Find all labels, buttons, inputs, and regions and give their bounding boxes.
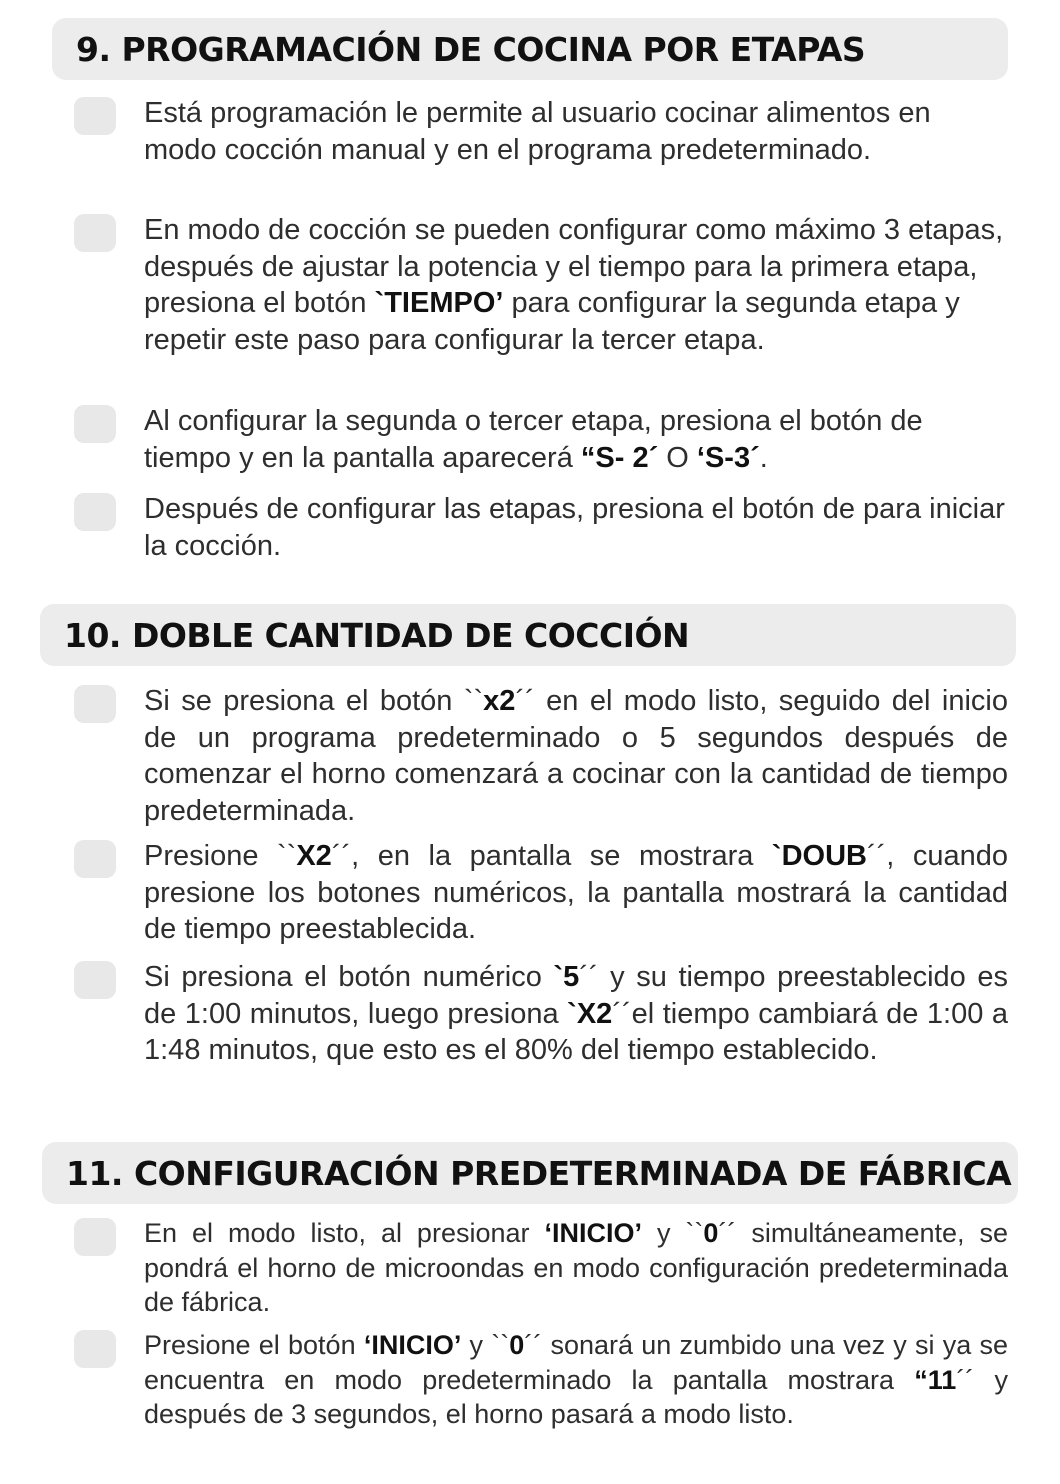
item-text: [144, 683, 1008, 829]
body-text: ´´ en el modo listo, seguido del inicio de un programa predeterminado o 5 segundos después de comenzar el horno comenzará a cocinar con la cantidad de tiempo predeterminada.: [144, 685, 1008, 827]
body-text: Al configurar la segunda o tercer etapa, presiona el botón de tiempo y en la pantalla aparecerá: [144, 405, 923, 474]
body-text: ´´ sonará un zumbido una vez y si ya se encuentra en modo predeterminado la pantalla mostrara: [144, 1330, 1008, 1395]
list-item: [74, 1216, 1008, 1320]
emphasis-text: `5: [553, 961, 580, 993]
body-text: .: [759, 441, 768, 474]
body-text: Después de configurar las etapas, presiona el botón de para iniciar la cocción.: [144, 493, 1005, 562]
emphasis-text: “11: [914, 1364, 957, 1395]
list-item: [74, 683, 1008, 829]
emphasis-text: `DOUB: [771, 840, 867, 872]
item-text: [144, 403, 1008, 476]
emphasis-text: “S- 2´: [580, 441, 659, 474]
list-item: [74, 491, 1008, 564]
list-item: [74, 959, 1008, 1069]
body-text: Si presiona el botón numérico: [144, 961, 554, 993]
section-title-9: 9. PROGRAMACIÓN DE COCINA POR ETAPAS: [76, 29, 866, 69]
body-text: ´´, cuando presione los botones numéricos, la pantalla mostrará la cantidad de tiempo preestablecida.: [144, 840, 1009, 945]
checkbox-square: [74, 1218, 116, 1256]
item-text: [144, 95, 1008, 168]
emphasis-text: ‘INICIO’: [544, 1218, 642, 1248]
item-text: [144, 838, 1008, 948]
emphasis-text: 0: [703, 1218, 719, 1248]
emphasis-text: ‘S-3´: [696, 441, 760, 474]
body-text: y ``: [641, 1218, 704, 1248]
checkbox-square: [74, 214, 116, 252]
checkbox-square: [74, 961, 116, 999]
body-text: En el modo listo, al presionar: [144, 1218, 545, 1248]
emphasis-text: X2: [296, 840, 332, 872]
body-text: ´´ simultáneamente, se pondrá el horno de microondas en modo configuración predeterminada de fábrica.: [144, 1218, 1008, 1317]
list-item: [74, 212, 1008, 358]
checkbox-square: [74, 1330, 116, 1368]
body-text: En modo de cocción se pueden configurar como máximo 3 etapas, después de ajustar la potencia y el tiempo para la primera etapa, presiona el botón: [144, 214, 1004, 319]
emphasis-text: 0: [509, 1330, 525, 1360]
body-text: Presione ``: [144, 840, 297, 872]
body-text: para configurar la segunda etapa y repetir este paso para configurar la tercer etapa.: [144, 287, 960, 356]
checkbox-square: [74, 97, 116, 135]
list-item: [74, 838, 1008, 948]
body-text: ´´ y su tiempo preestablecido es de 1:00 minutos, luego presiona: [144, 961, 1008, 1030]
emphasis-text: `TIEMPO’: [374, 287, 504, 319]
body-text: Si se presiona el botón ``: [144, 685, 484, 717]
checkbox-square: [74, 685, 116, 723]
item-text: [144, 1216, 1008, 1320]
checkbox-square: [74, 405, 116, 443]
item-text: [144, 1328, 1008, 1432]
section-header-11: [42, 1142, 1018, 1204]
body-text: ´´ y después de 3 segundos, el horno pasará a modo listo.: [144, 1364, 1008, 1429]
section-title-10: 10. DOBLE CANTIDAD DE COCCIÓN: [64, 615, 690, 655]
section-header-9: [52, 18, 1008, 80]
item-text: [144, 491, 1008, 564]
emphasis-text: `X2: [567, 997, 613, 1030]
section-header-10: [40, 604, 1016, 666]
item-text: [144, 212, 1008, 358]
list-item: [74, 403, 1008, 476]
checkbox-square: [74, 840, 116, 878]
body-text: Presione el botón: [144, 1330, 364, 1360]
body-text: Está programación le permite al usuario cocinar alimentos en modo cocción manual y en el programa predeterminado.: [144, 97, 931, 166]
item-text: [144, 959, 1008, 1069]
emphasis-text: ‘INICIO’: [363, 1330, 462, 1360]
emphasis-text: x2: [483, 685, 516, 717]
checkbox-square: [74, 493, 116, 531]
list-item: [74, 1328, 1008, 1432]
body-text: O: [658, 441, 697, 474]
section-title-11: 11. CONFIGURACIÓN PREDETERMINADA DE FÁBRICA: [66, 1153, 1012, 1193]
body-text: ´´el tiempo cambiará de 1:00 a 1:48 minutos, que esto es el 80% del tiempo establecido.: [144, 997, 1009, 1066]
list-item: [74, 95, 1008, 168]
body-text: y ``: [461, 1330, 510, 1360]
body-text: ´´, en la pantalla se mostrara: [331, 840, 772, 872]
